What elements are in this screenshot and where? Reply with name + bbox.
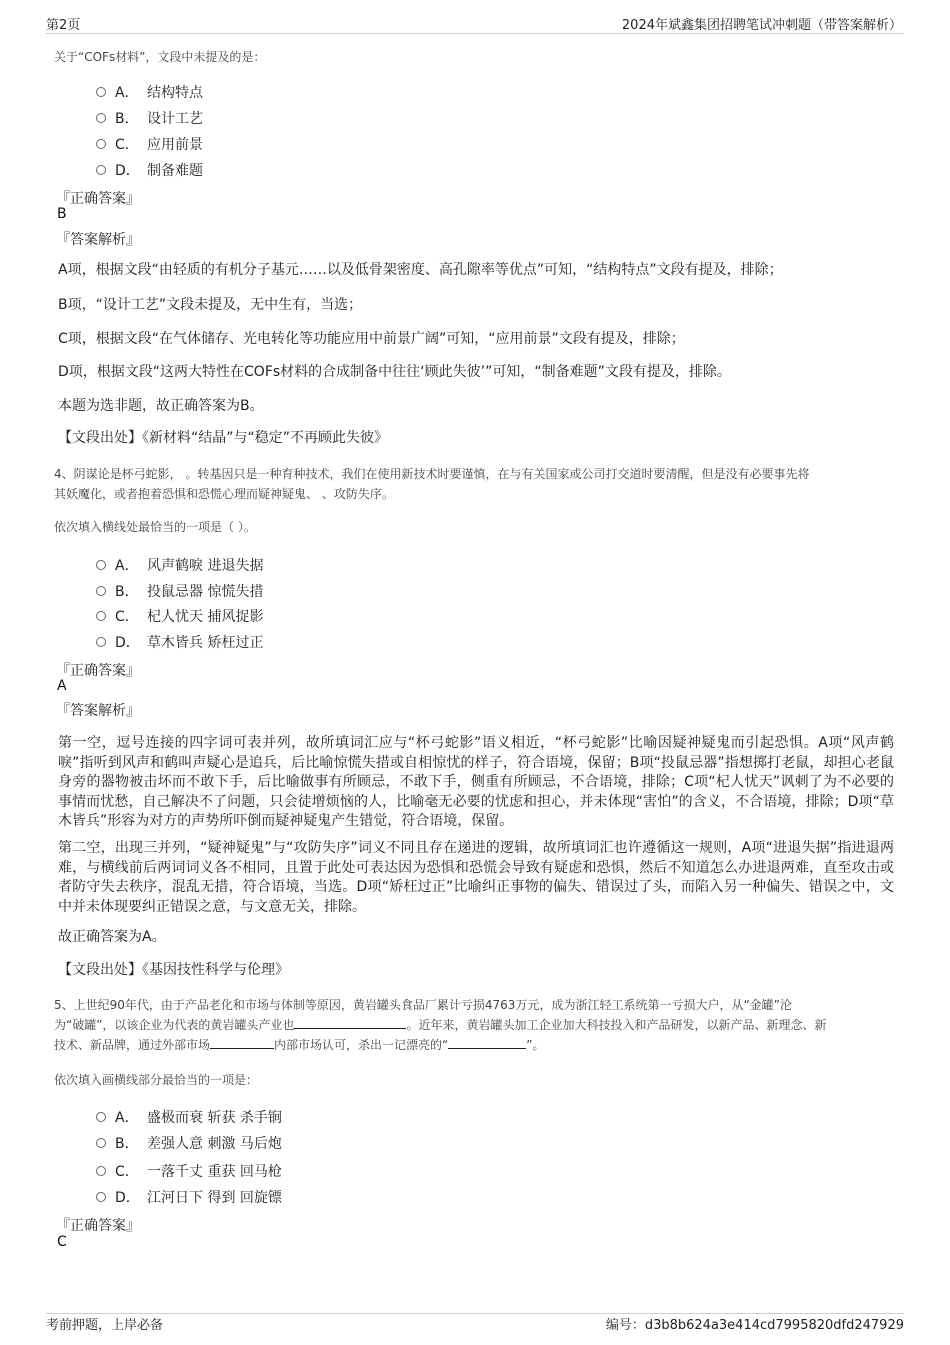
q4-source: 【文段出处】《基因技性科学与伦理》	[58, 962, 289, 978]
q3-option-a[interactable]: A． 结构特点	[96, 82, 203, 102]
q3-analysis-b: B项，“设计工艺”文段未提及，无中生有，当选；	[58, 297, 363, 313]
q3-analysis-d: D项，根据文段“这两大特性在COFs材料的合成制备中往往‘顾此失彼’”可知，“制备难题”文段有提及，排除。	[58, 364, 731, 380]
q3-analysis-label: 『答案解析』	[56, 232, 140, 248]
q4-prompt: 依次填入横线处最恰当的一项是（ ）。	[54, 520, 256, 534]
header-divider	[46, 33, 904, 34]
radio-icon[interactable]	[96, 87, 106, 97]
q5-stem: 5、上世纪90年代，由于产品老化和市场与体制等原因，黄岩罐头食品厂累计亏损4763万元，成为浙江轻工系统第一亏损大户，从“金罐”沦 为“破罐”，以该企业为代表的黄岩罐头产业也 。近年来，黄岩罐头加工企业加大科技投入和产品研发，以新产品、新理念、新 技术、新品牌，通过外部市场 内部市场认可，杀出一记漂亮的“ ”。	[54, 998, 827, 1052]
q4-option-a[interactable]: A． 风声鹤唳 进退失据	[96, 555, 263, 575]
q3-option-d[interactable]: D． 制备难题	[96, 160, 203, 180]
document-title: 2024年斌鑫集团招聘笔试冲刺题（带答案解析）	[621, 18, 902, 33]
fill-blank-3[interactable]	[448, 1036, 526, 1049]
q4-answer-label: 『正确答案』	[56, 663, 140, 679]
radio-icon[interactable]	[96, 1166, 106, 1176]
fill-blank-1[interactable]	[294, 1016, 406, 1029]
q4-option-c[interactable]: C． 杞人忧天 捕风捉影	[96, 606, 263, 626]
q3-analysis-a: A项，根据文段“由轻质的有机分子基元……以及低骨架密度、高孔隙率等优点”可知，“结构特点”文段有提及，排除；	[58, 262, 783, 278]
radio-icon[interactable]	[96, 560, 106, 570]
radio-icon[interactable]	[96, 1112, 106, 1122]
q5-answer-label: 『正确答案』	[56, 1218, 140, 1234]
q3-analysis-c: C项，根据文段“在气体储存、光电转化等功能应用中前景广阔”可知，“应用前景”文段有提及，排除；	[58, 331, 685, 347]
q5-option-c[interactable]: C． 一落千丈 重获 回马枪	[96, 1161, 282, 1181]
q3-stem: 关于“COFs材料”，文段中未提及的是：	[54, 50, 266, 64]
q5-option-b[interactable]: B． 差强人意 刺激 马后炮	[96, 1133, 282, 1153]
q3-option-b[interactable]: B． 设计工艺	[96, 108, 203, 128]
q3-answer: B	[57, 206, 67, 222]
q3-source: 【文段出处】《新材料“结晶”与“稳定”不再顾此失彼》	[58, 430, 389, 446]
q5-option-d[interactable]: D． 江河日下 得到 回旋镖	[96, 1187, 282, 1207]
document-id: 编号：d3b8b624a3e414cd7995820dfd247929	[605, 1318, 904, 1333]
radio-icon[interactable]	[96, 1138, 106, 1148]
footer-slogan: 考前押题，上岸必备	[46, 1318, 164, 1333]
q4-answer: A	[57, 678, 67, 694]
fill-blank-2[interactable]	[210, 1036, 274, 1049]
radio-icon[interactable]	[96, 611, 106, 621]
radio-icon[interactable]	[96, 113, 106, 123]
radio-icon[interactable]	[96, 586, 106, 596]
radio-icon[interactable]	[96, 1192, 106, 1202]
q3-answer-label: 『正确答案』	[56, 191, 140, 207]
page-number: 第2页	[46, 18, 81, 33]
q4-analysis-p2: 第二空，出现三并列，“疑神疑鬼”与“攻防失序”词义不同且存在递进的逻辑，故所填词汇也许遵循这一规则，A项“进退失据”指进退两难，与横线前后两词词义各不相同，且置于此处可表达因为恐惧和恐慌会导致有疑虑和恐惧，然后不知道怎么办进退两难，直至攻击或者防守失去秩序，混乱无措，符合语境，当选。D项“矫枉过正”比喻纠正事物的偏失、错误过了头，而陷入另一种偏失、错误之中，文中并未体现要纠正错误之意，与文意无关，排除。	[58, 840, 894, 915]
q4-analysis-p1: 第一空，逗号连接的四字词可表并列，故所填词汇应与“杯弓蛇影”语义相近，“杯弓蛇影”比喻因疑神疑鬼而引起恐惧。A项“风声鹤唳”指听到风声和鹤叫声疑心是追兵，后比喻惊慌失措或自相惊忧的样子，符合语境，保留；B项“投鼠忌器”指想掷打老鼠，却担心老鼠身旁的器物被击坏而不敢下手，后比喻做事有所顾忌，不敢下手，侧重有所顾忌，不合语境，排除；C项“杞人忧天”讽刺了为不必要的事情而忧愁，自己解决不了问题，只会徒增烦恼的人，比喻毫无必要的忧虑和担心，并未体现“害怕”的含义，不合语境，排除；D项“草木皆兵”形容为对方的声势所吓倒而疑神疑鬼产生错觉，符合语境，保留。	[58, 735, 894, 829]
q4-stem: 4、阴谋论是杯弓蛇影， 。转基因只是一种育种技术，我们在使用新技术时要谨慎，在与有关国家或公司打交道时要清醒，但是没有必要事先将 其妖魔化，或者抱着恐惧和恐慌心理而疑神疑鬼、 、攻防失序。	[54, 467, 810, 501]
q4-option-d[interactable]: D． 草木皆兵 矫枉过正	[96, 632, 263, 652]
q3-option-c[interactable]: C． 应用前景	[96, 134, 203, 154]
q5-option-a[interactable]: A． 盛极而衰 斩获 杀手锏	[96, 1107, 282, 1127]
q3-conclusion: 本题为选非题，故正确答案为B。	[58, 398, 264, 414]
q4-conclusion: 故正确答案为A。	[58, 929, 166, 945]
q5-prompt: 依次填入画横线部分最恰当的一项是：	[54, 1073, 259, 1087]
q5-answer: C	[57, 1234, 67, 1250]
radio-icon[interactable]	[96, 637, 106, 647]
q4-option-b[interactable]: B． 投鼠忌器 惊慌失措	[96, 581, 263, 601]
radio-icon[interactable]	[96, 165, 106, 175]
q4-analysis-label: 『答案解析』	[56, 703, 140, 719]
radio-icon[interactable]	[96, 139, 106, 149]
